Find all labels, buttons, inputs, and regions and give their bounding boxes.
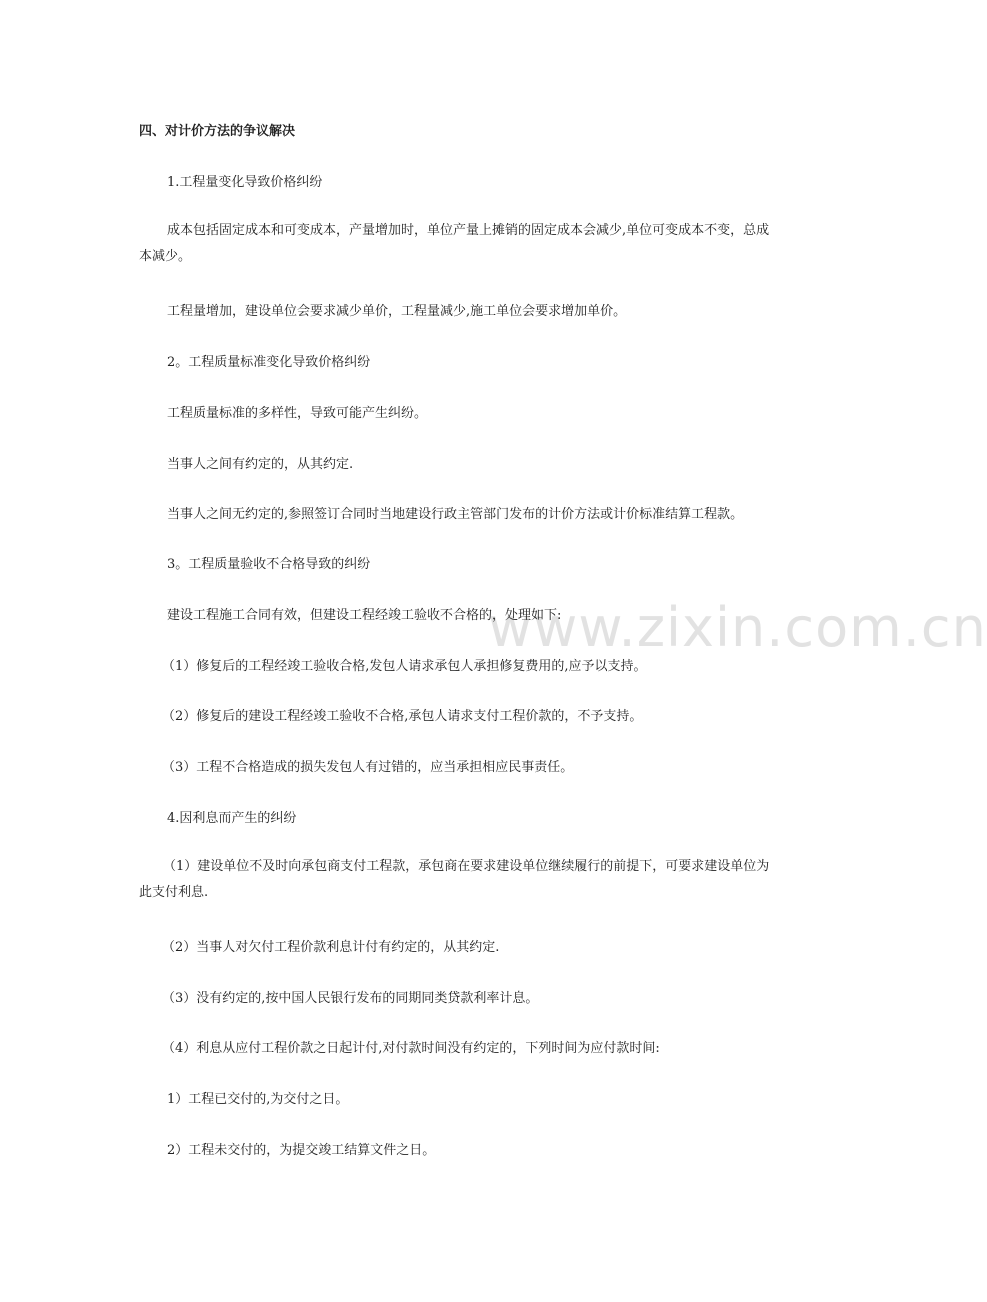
paragraph: 成本包括固定成本和可变成本，产量增加时，单位产量上摊销的固定成本会减少,单位可变成本不变，总成本减少。 bbox=[139, 223, 770, 264]
list-item: （1）修复后的工程经竣工验收合格,发包人请求承包人承担修复费用的,应予以支持。 bbox=[162, 659, 647, 674]
list-item: （2）修复后的建设工程经竣工验收不合格,承包人请求支付工程价款的，不予支持。 bbox=[162, 709, 643, 724]
subheading-2: 2。工程质量标准变化导致价格纠纷 bbox=[167, 355, 371, 370]
list-item: 1）工程已交付的,为交付之日。 bbox=[167, 1092, 349, 1107]
paragraph: 工程量增加，建设单位会要求减少单价，工程量减少,施工单位会要求增加单价。 bbox=[167, 304, 627, 319]
subheading-3: 3。工程质量验收不合格导致的纠纷 bbox=[167, 557, 371, 572]
watermark: www.zixin.com.cn bbox=[488, 596, 987, 659]
list-item: （4）利息从应付工程价款之日起计付,对付款时间没有约定的，下列时间为应付款时间: bbox=[162, 1041, 660, 1056]
list-item: （3）没有约定的,按中国人民银行发布的同期同类贷款利率计息。 bbox=[162, 991, 539, 1006]
subheading-4: 4.因利息而产生的纠纷 bbox=[167, 811, 297, 826]
paragraph: 当事人之间无约定的,参照签订合同时当地建设行政主管部门发布的计价方法或计价标准结算工程款。 bbox=[167, 507, 744, 522]
list-item: （1）建设单位不及时向承包商支付工程款，承包商在要求建设单位继续履行的前提下，可要求建设单位为此支付利息. bbox=[139, 859, 770, 900]
list-item: （2）当事人对欠付工程价款利息计付有约定的，从其约定. bbox=[162, 940, 500, 955]
list-item: （3）工程不合格造成的损失发包人有过错的，应当承担相应民事责任。 bbox=[162, 760, 574, 775]
section-heading: 四、对计价方法的争议解决 bbox=[139, 124, 296, 139]
paragraph: 工程质量标准的多样性，导致可能产生纠纷。 bbox=[167, 406, 428, 421]
list-item: 2）工程未交付的，为提交竣工结算文件之日。 bbox=[167, 1143, 436, 1158]
paragraph: 建设工程施工合同有效，但建设工程经竣工验收不合格的，处理如下: bbox=[167, 608, 562, 623]
subheading-1: 1.工程量变化导致价格纠纷 bbox=[167, 175, 323, 190]
paragraph: 当事人之间有约定的，从其约定. bbox=[167, 457, 354, 472]
